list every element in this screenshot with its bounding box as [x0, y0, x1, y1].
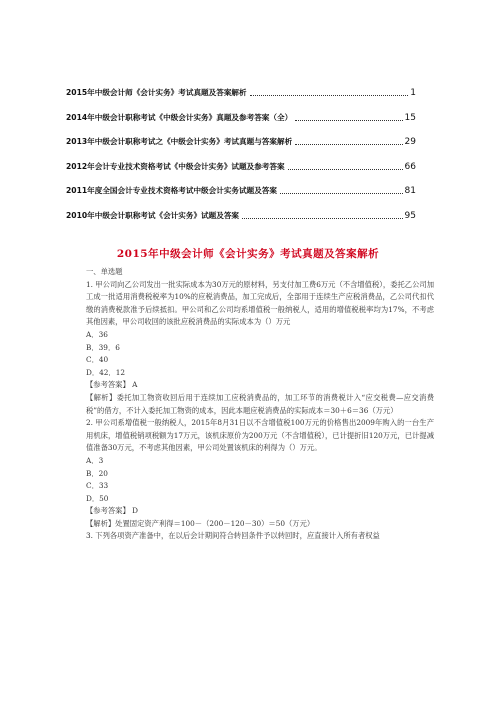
toc-entry[interactable] — [66, 86, 416, 98]
toc-entry[interactable] — [66, 111, 416, 123]
toc-entry-page: 81 — [404, 186, 416, 197]
answer-option: A．36 — [86, 329, 108, 339]
toc-entry-page: 29 — [404, 137, 416, 148]
question-stem: 1. 甲公司向乙公司发出一批实际成本为30万元的原材料，另支付加工费6万元（不含增值税），委托乙公司加工成一批适用消费税税率为10%的应税消费品，加工完成后，全部用于连续生产应税消费品，乙公司代扣代缴的消费税款准予后续抵扣。甲公司和乙公司均系增值税一般纳税人，适用的增值税税率均为17%，不考虑其他因素，甲公司收回的该批应税消费品的实际成本为（）万元 — [86, 279, 434, 327]
toc-entry-page: 95 — [404, 210, 416, 221]
toc-entry[interactable] — [66, 135, 416, 147]
toc-leader-dots — [295, 144, 402, 145]
toc-leader-dots — [242, 218, 403, 219]
question-body — [70, 266, 434, 543]
answer-option: C．40 — [86, 355, 109, 365]
toc-entry-page: 15 — [404, 112, 416, 123]
answer-option: D．50 — [86, 493, 109, 503]
toc-entry[interactable] — [66, 209, 416, 221]
toc-entry-title: 2015年中级会计师《会计实务》考试真题及答案解析 — [66, 88, 247, 97]
toc-entry-page: 1 — [410, 88, 416, 98]
answer-option: C．33 — [86, 481, 109, 491]
toc-entry-title: 2010年中级会计职称考试《会计实务》试题及答案 — [66, 210, 240, 220]
question-stem: 3. 下列各项资产准备中，在以后会计期间符合转回条件予以转回时，应直接计入所有者权益 — [86, 531, 380, 541]
document-title: 2015年中级会计师《会计实务》考试真题及答案解析 — [116, 248, 380, 260]
reference-answer: 【参考答案】 D — [86, 506, 138, 516]
answer-option: B．39．6 — [86, 342, 120, 352]
answer-analysis: 【解析】委托加工物资收回后用于连续加工应税消费品的，加工环节的消费税计入“应交税费—应交消费税”的借方，不计入委托加工物资的成本，因此本题应税消费品的实际成本＝30＋6＝36（万元） — [86, 392, 434, 415]
toc-entry-title: 2014年中级会计职称考试《中级会计实务》真题及参考答案（全） — [66, 112, 293, 122]
section-heading: 一、单选题 — [86, 267, 123, 276]
toc-entry-title: 2012年会计专业技术资格考试《中级会计实务》试题及参考答案 — [66, 161, 285, 171]
toc-leader-dots — [280, 193, 403, 194]
reference-answer: 【参考答案】 A — [86, 380, 138, 390]
table-of-contents — [66, 86, 416, 234]
toc-entry[interactable] — [66, 160, 416, 172]
toc-entry-title: 2011年度全国会计专业技术资格考试中级会计实务试题及答案 — [66, 186, 277, 196]
answer-option: A．3 — [86, 455, 104, 465]
toc-entry[interactable] — [66, 184, 416, 196]
toc-leader-dots — [250, 95, 409, 96]
answer-option: D．42．12 — [86, 367, 126, 377]
answer-analysis: 【解析】处置固定资产利得＝100－（200－120－30）＝50（万元） — [86, 518, 315, 528]
toc-entry-page: 66 — [404, 161, 416, 172]
toc-leader-dots — [295, 120, 402, 121]
answer-option: B．20 — [86, 468, 108, 478]
question-stem: 2. 甲公司系增值税一般纳税人，2015年8月31日以不含增值税100万元的价格售出2009年购入的一台生产用机床，增值税销项税额为17万元，该机床原价为200万元（不含增值税），已计提折旧120万元，已计提减值准备30万元，不考虑其他因素，甲公司处置该机床的利得为（）万元。 — [86, 418, 434, 453]
toc-entry-title: 2013年中级会计职称考试之《中级会计实务》考试真题与答案解析 — [66, 137, 293, 147]
toc-leader-dots — [288, 169, 403, 170]
